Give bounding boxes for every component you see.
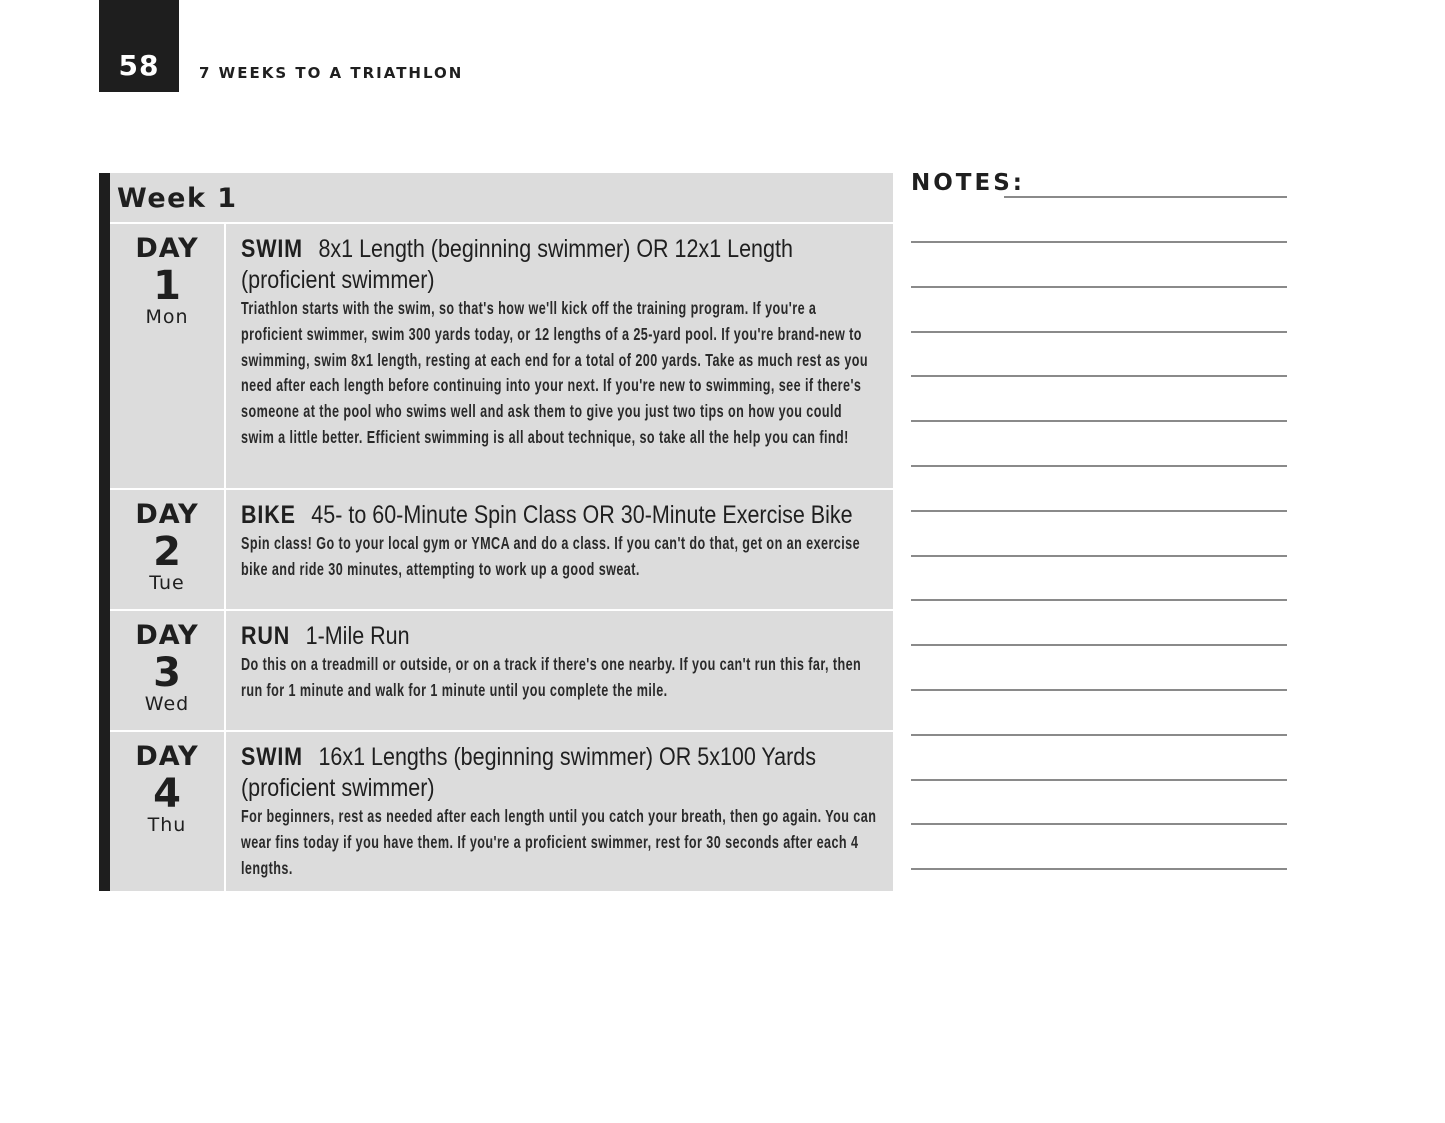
note-line[interactable] [911,823,1287,825]
day-cell [110,490,226,609]
workout-title [241,234,881,296]
note-line[interactable] [911,644,1287,646]
workout-cell [241,732,883,881]
workout-summary: 45- to 60-Minute Spin Class OR 30-Minute Exercise Bike [311,501,853,529]
note-line[interactable] [911,555,1287,557]
day-cell [110,732,226,891]
workout-cell [241,611,883,704]
note-line[interactable] [911,599,1287,601]
day-label: DAY [135,499,199,530]
workout-title [241,621,881,652]
workout-description: Do this on a treadmill or outside, or on a track if there's one nearby. If you can't run this far, then run for 1 minute and walk for 1 minute until you complete the mile. [241,654,862,700]
workout-cell [241,490,883,583]
workout-cell [241,224,883,451]
day-label: DAY [135,620,199,651]
day-label: DAY [135,741,199,772]
day-number: 4 [153,771,181,817]
day-label: DAY [135,233,199,264]
page-number: 58 [118,49,160,82]
week-header [110,173,893,224]
note-line[interactable] [911,331,1287,333]
activity-type: SWIM [241,743,303,771]
day-weekday: Wed [144,693,190,715]
page-number-box [99,0,179,92]
running-title: 7 WEEKS TO A TRIATHLON [199,64,464,82]
note-line[interactable] [1004,196,1287,198]
workout-summary: 8x1 Length (beginning swimmer) OR 12x1 Length (proficient swimmer) [241,235,793,294]
note-line[interactable] [911,465,1287,467]
workout-summary: 16x1 Lengths (beginning swimmer) OR 5x100 Yards (proficient swimmer) [241,743,816,802]
week-title: Week 1 [117,183,238,214]
note-line[interactable] [911,286,1287,288]
day-row [110,488,893,609]
day-row [110,730,893,891]
note-line[interactable] [911,375,1287,377]
day-number: 2 [153,529,181,575]
workout-summary: 1-Mile Run [305,622,410,650]
day-number: 3 [153,650,181,696]
note-line[interactable] [911,420,1287,422]
notes-label: NOTES: [911,170,1025,196]
workout-title [241,742,881,804]
day-cell [110,611,226,730]
note-line[interactable] [911,510,1287,512]
activity-type: BIKE [241,501,296,529]
activity-type: SWIM [241,235,303,263]
day-weekday: Thu [147,814,187,836]
note-line[interactable] [911,868,1287,870]
day-row [110,224,893,488]
workout-description: Triathlon starts with the swim, so that's how we'll kick off the training program. If you're a proficient swimmer, swim 300 yards today, or 12 lengths of a 25-yard pool. If you're brand-new to swimming, swim 8x1 length, resting at each end for a total of 200 yards. Take as much rest as you need after each length before continuing into your next. If you're new to swimming, see if there's someone at the pool who swims well and ask them to give you just two tips on how you could swim a little better. Efficient swimming is all about technique, so take all the help you can find! [241,298,869,447]
note-line[interactable] [911,779,1287,781]
workout-description: Spin class! Go to your local gym or YMCA and do a class. If you can't do that, get on an exercise bike and ride 30 minutes, attempting to work up a good sweat. [241,533,861,579]
day-cell [110,224,226,488]
activity-type: RUN [241,622,291,650]
workout-title [241,500,881,531]
day-weekday: Mon [145,306,189,328]
note-line[interactable] [911,734,1287,736]
day-number: 1 [153,263,181,309]
day-row [110,609,893,730]
note-line[interactable] [911,241,1287,243]
week-schedule-table [99,173,893,891]
workout-description: For beginners, rest as needed after each length until you catch your breath, then go again. You can wear fins today if you have them. If you're a proficient swimmer, rest for 30 seconds after each 4 lengths. [241,806,877,878]
note-line[interactable] [911,689,1287,691]
day-weekday: Tue [149,572,185,594]
